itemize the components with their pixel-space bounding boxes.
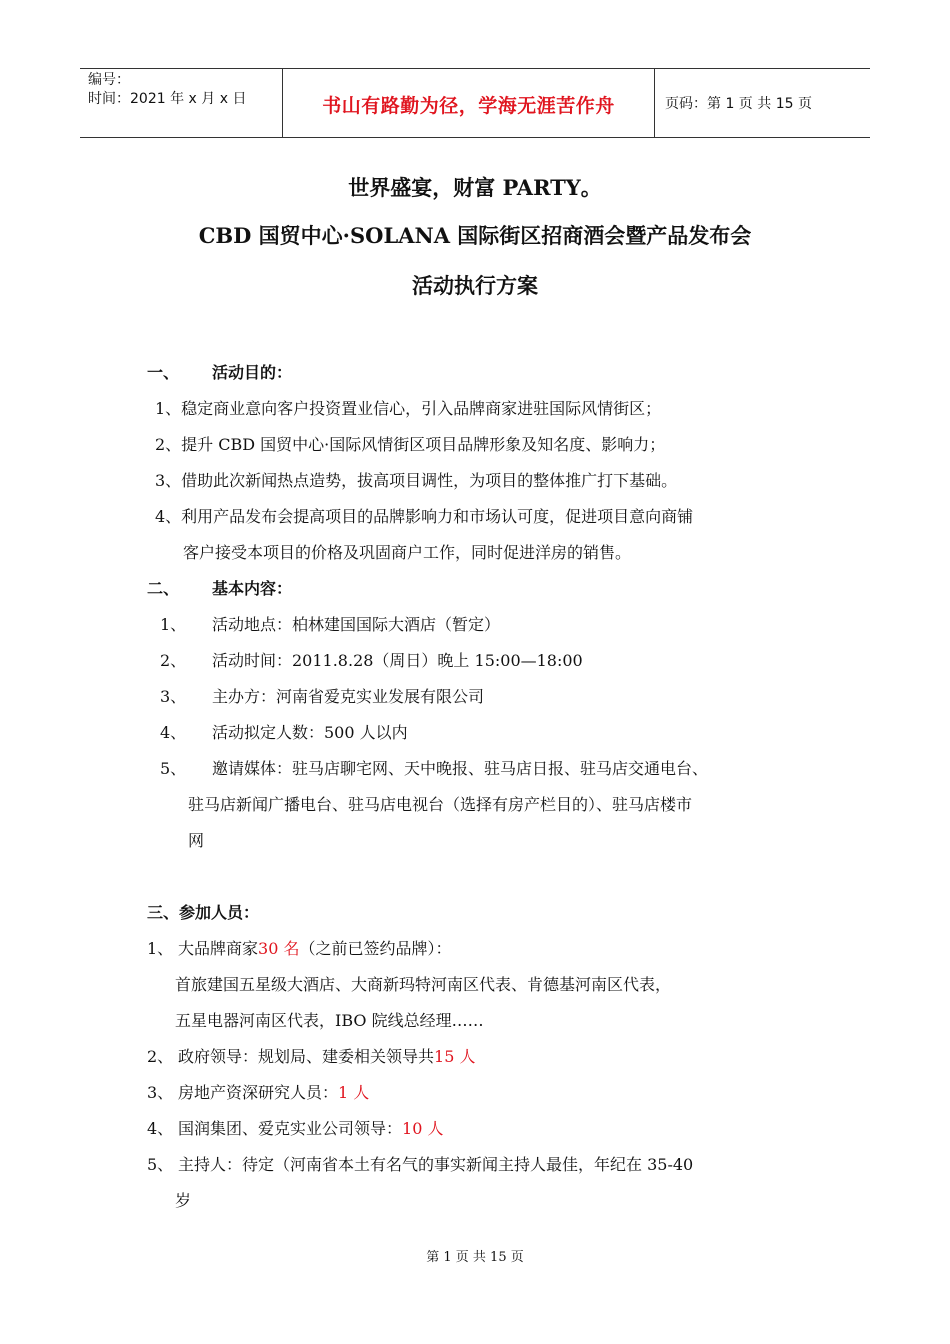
section3-item-1-line-2: 首旅建国五星级大酒店、大商新玛特河南区代表、肯德基河南区代表， (175, 975, 672, 994)
time-label: 时间：2021 年 x 月 x 日 (88, 91, 247, 107)
section2-title: 基本内容： (212, 579, 293, 598)
item-4-pre: 国润集团、爱克实业公司领导： (178, 1119, 403, 1138)
item-1-count: 30 名 (258, 939, 300, 958)
section3-item-5-cont: 岁 (175, 1191, 192, 1210)
item-4-count: 10 人 (402, 1119, 444, 1138)
title-line-2: CBD 国贸中心·SOLANA 国际街区招商酒会暨产品发布会 (198, 223, 752, 248)
section3-title: 三、参加人员： (147, 903, 260, 922)
section2-item-3: 主办方：河南省爱克实业发展有限公司 (212, 687, 485, 706)
title-line-1: 世界盛宴，财富 PARTY。 (348, 175, 602, 200)
section3-item-1 (178, 938, 451, 960)
header-page-cell (655, 69, 870, 137)
page-info: 页码：第 1 页 共 15 页 (665, 96, 812, 112)
section1-item-3: 3、借助此次新闻热点造势，拔高项目调性，为项目的整体推广打下基础。 (155, 471, 678, 490)
section3-item-2-num: 2、 (147, 1047, 174, 1066)
number-label: 编号： (88, 72, 130, 88)
page-footer: 第 1 页 共 15 页 (426, 1250, 524, 1265)
motto: 书山有路勤为径，学海无涯苦作舟 (322, 95, 615, 117)
item-1-pre: 大品牌商家 (178, 939, 259, 958)
section2-item-1-num: 1、 (160, 615, 187, 634)
section3-item-3-num: 3、 (147, 1083, 174, 1102)
section1-item-2: 2、提升 CBD 国贸中心·国际风情街区项目品牌形象及知名度、影响力； (155, 435, 666, 454)
section1-number: 一、 (147, 363, 180, 382)
section2-item-5-cont-2: 网 (188, 831, 205, 850)
section1-item-1: 1、稳定商业意向客户投资置业信心，引入品牌商家进驻国际风情街区； (155, 399, 662, 418)
section2-item-1: 活动地点：柏林建国国际大酒店（暂定） (212, 615, 501, 634)
section2-item-4: 活动拟定人数：500 人以内 (212, 723, 408, 742)
header-meta (80, 69, 283, 137)
section2-item-3-num: 3、 (160, 687, 187, 706)
title-line-3: 活动执行方案 (412, 273, 538, 298)
header-motto-cell (283, 69, 655, 137)
header-table (80, 68, 870, 138)
item-1-post: （之前已签约品牌）： (299, 939, 452, 958)
item-2-count: 15 人 (434, 1047, 476, 1066)
item-2-pre: 政府领导：规划局、建委相关领导共 (178, 1047, 435, 1066)
section2-item-2-num: 2、 (160, 651, 187, 670)
section3-item-3 (178, 1082, 369, 1104)
item-3-pre: 房地产资深研究人员： (178, 1083, 339, 1102)
section1-item-4-cont: 客户接受本项目的价格及巩固商户工作，同时促进洋房的销售。 (183, 543, 632, 562)
section2-item-5-num: 5、 (160, 759, 187, 778)
section3-item-4 (178, 1118, 443, 1140)
section2-item-5: 邀请媒体：驻马店聊宅网、天中晚报、驻马店日报、驻马店交通电台、 (212, 759, 709, 778)
section3-item-1-line-3: 五星电器河南区代表，IBO 院线总经理…… (175, 1011, 484, 1030)
section1-item-4: 4、利用产品发布会提高项目的品牌影响力和市场认可度，促进项目意向商铺 (155, 507, 694, 526)
section2-item-2: 活动时间：2011.8.28（周日）晚上 15:00—18:00 (212, 651, 583, 670)
section1-title: 活动目的： (212, 363, 293, 382)
section3-item-1-num: 1、 (147, 939, 174, 958)
section3-item-2 (178, 1046, 475, 1068)
section2-number: 二、 (147, 579, 180, 598)
section3-item-5-num: 5、 (147, 1155, 174, 1174)
section2-item-4-num: 4、 (160, 723, 187, 742)
section3-item-4-num: 4、 (147, 1119, 174, 1138)
section3-item-5: 主持人：待定（河南省本土有名气的事实新闻主持人最佳，年纪在 35-40 (178, 1155, 694, 1174)
item-3-count: 1 人 (338, 1083, 370, 1102)
section2-item-5-cont-1: 驻马店新闻广播电台、驻马店电视台（选择有房产栏目的）、驻马店楼市 (188, 795, 693, 814)
